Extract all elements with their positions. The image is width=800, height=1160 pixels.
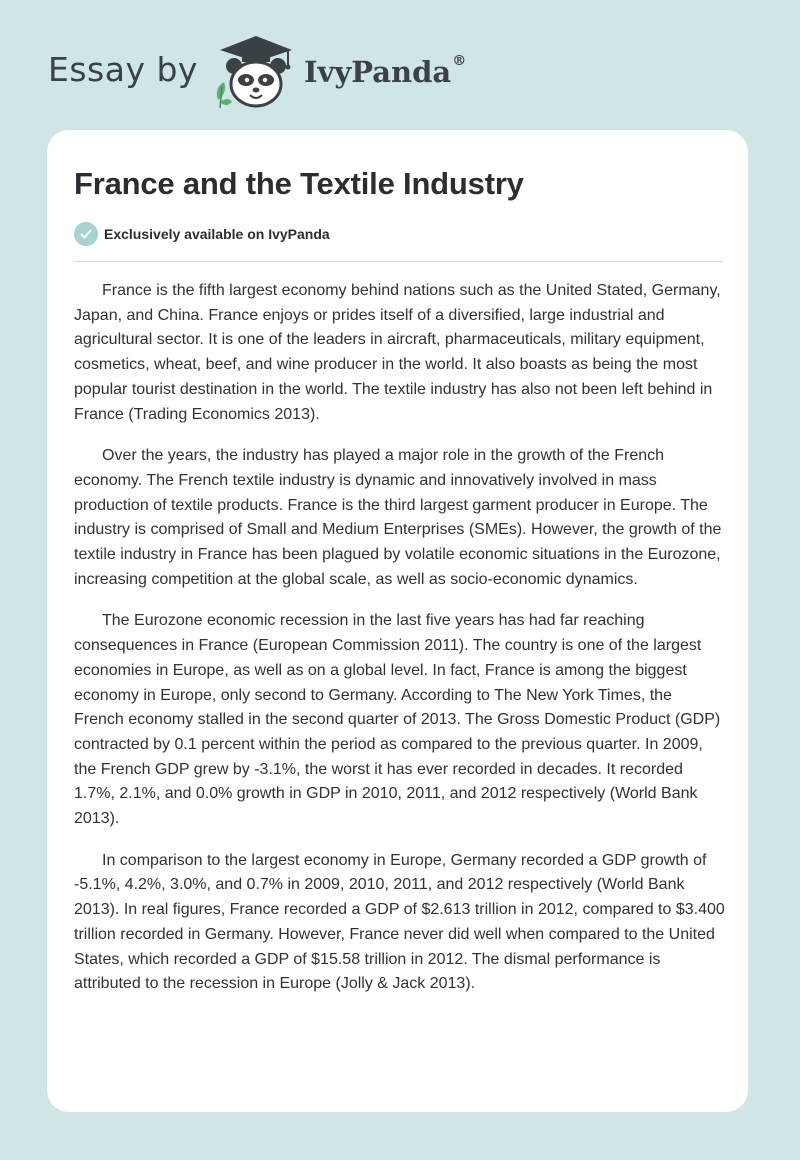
paragraph: Over the years, the industry has played a major role in the growth of the French economy. The French textile industry is dynamic and innovatively involved in mass production of textile products. France is the third largest garment producer in Europe. The industry is comprised of Small and Medium Enterprises (SMEs). However, the growth of the textile industry in France has been plagued by volatile economic situations in the Eurozone, increasing competition at the global scale, as well as socio-economic dynamics. [74,447,722,588]
brand-name[interactable]: IvyPanda® [303,53,467,89]
panda-graduate-icon[interactable] [212,30,300,110]
article-card [47,130,748,1112]
site-header [48,30,466,110]
article-body [74,279,726,1014]
exclusive-badge [74,222,330,246]
registered-mark: ® [452,53,467,69]
divider [74,261,723,262]
paragraph: The Eurozone economic recession in the last five years has had far reaching consequences in France (European Commission 2011). The country is one of the largest economies in Europe, as well as on a global level. In fact, France is among the biggest economy in Europe, only second to Germany. According to The New York Times, the French economy stalled in the second quarter of 2013. The Gross Domestic Product (GDP) contracted by 0.1 percent within the period as compared to the previous quarter. In 2009, the French GDP grew by -3.1%, the worst it has ever recorded in decades. It recorded 1.7%, 2.1%, and 0.0% growth in GDP in 2010, 2011, and 2012 respectively (World Bank 2013). [74,612,721,828]
essay-by-label: Essay by [48,49,198,89]
exclusive-label: Exclusively available on IvyPanda [104,226,330,242]
page-title: France and the Textile Industry [74,166,524,201]
paragraph: In comparison to the largest economy in Europe, Germany recorded a GDP growth of -5.1%, 4.2%, 3.0%, and 0.7% in 2009, 2010, 2011, and 2012 respectively (World Bank 2013). In real figures, France recorded a GDP of $2.613 trillion in 2012, compared to $3.400 trillion recorded in Germany. However, France never did well when compared to the United States, which recorded a GDP of $15.58 trillion in 2012. The dismal performance is attributed to the recession in Europe (Jolly & Jack 2013). [74,851,725,993]
checkmark-icon [74,222,98,246]
paragraph: France is the fifth largest economy behind nations such as the United Stated, Germany, Japan, and China. France enjoys or prides itself of a diversified, large industrial and agricultural sector. It is one of the leaders in aircraft, pharmaceuticals, military equipment, cosmetics, wheat, beef, and wine producer in the world. It also boasts as being the most popular tourist destination in the world. The textile industry has also not been left behind in France (Trading Economics 2013). [74,282,721,423]
